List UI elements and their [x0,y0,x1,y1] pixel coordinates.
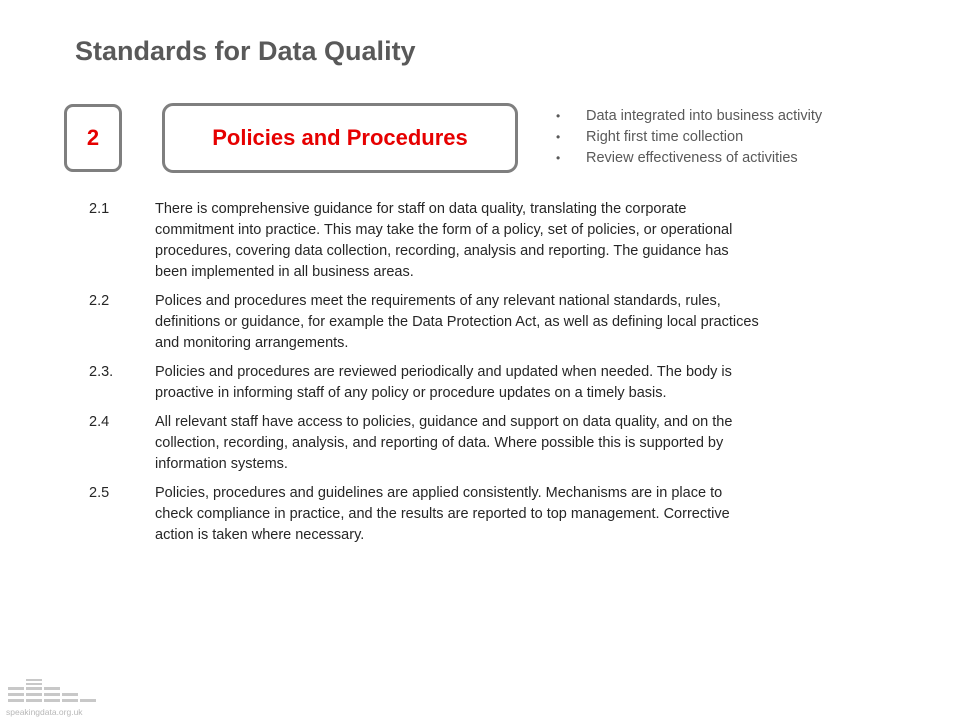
standard-item [89,291,769,354]
summary-bullet [556,148,822,169]
section-number: 2 [86,125,100,150]
standard-number: 2.2 [89,293,110,309]
logo-text: speakingdata.org.uk [6,707,83,717]
summary-bullet-list [556,106,822,169]
bullet-icon: • [556,109,561,123]
logo-bars-icon [6,678,100,708]
standard-item [89,199,769,283]
section-heading: Policies and Procedures [212,125,468,150]
speakingdata-logo [6,678,100,718]
standard-number: 2.5 [89,485,110,501]
standard-item [89,412,769,475]
standard-item [89,362,769,404]
standard-text: Policies and procedures are reviewed periodically and updated when needed. The body is proactive in informing staff of any policy or procedure updates on a timely basis. [155,364,732,401]
standard-text: Policies, procedures and guidelines are applied consistently. Mechanisms are in place to check compliance in practice, and the results are reported to top management. Corrective action is taken where necessary. [155,485,730,543]
bullet-icon: • [556,151,561,165]
summary-bullet [556,106,822,127]
summary-bullet-text: Review effectiveness of activities [586,150,798,166]
summary-bullet-text: Right first time collection [586,129,744,145]
summary-bullet-text: Data integrated into business activity [586,108,823,124]
standard-text: There is comprehensive guidance for staff on data quality, translating the corporate commitment into practice. This may take the form of a policy, set of policies, or operational procedures, covering data collection, recording, analysis and reporting. The guidance has been implemented in all business areas. [155,201,733,280]
bullet-icon: • [556,130,561,144]
section-number-box [64,104,122,172]
standard-text: Polices and procedures meet the requirements of any relevant national standards, rules, definitions or guidance, for example the Data Protection Act, as well as defining local practices and monitoring arrangements. [155,293,759,351]
standards-list [89,199,769,554]
standard-number: 2.3. [89,364,114,380]
standard-number: 2.1 [89,201,110,217]
summary-bullet [556,127,822,148]
standard-item [89,483,769,546]
standard-text: All relevant staff have access to policies, guidance and support on data quality, and on the collection, recording, analysis, and reporting of data. Where possible this is supported by information systems. [155,414,733,472]
slide-title: Standards for Data Quality [75,36,416,66]
standard-number: 2.4 [89,414,110,430]
section-heading-box [162,103,518,173]
